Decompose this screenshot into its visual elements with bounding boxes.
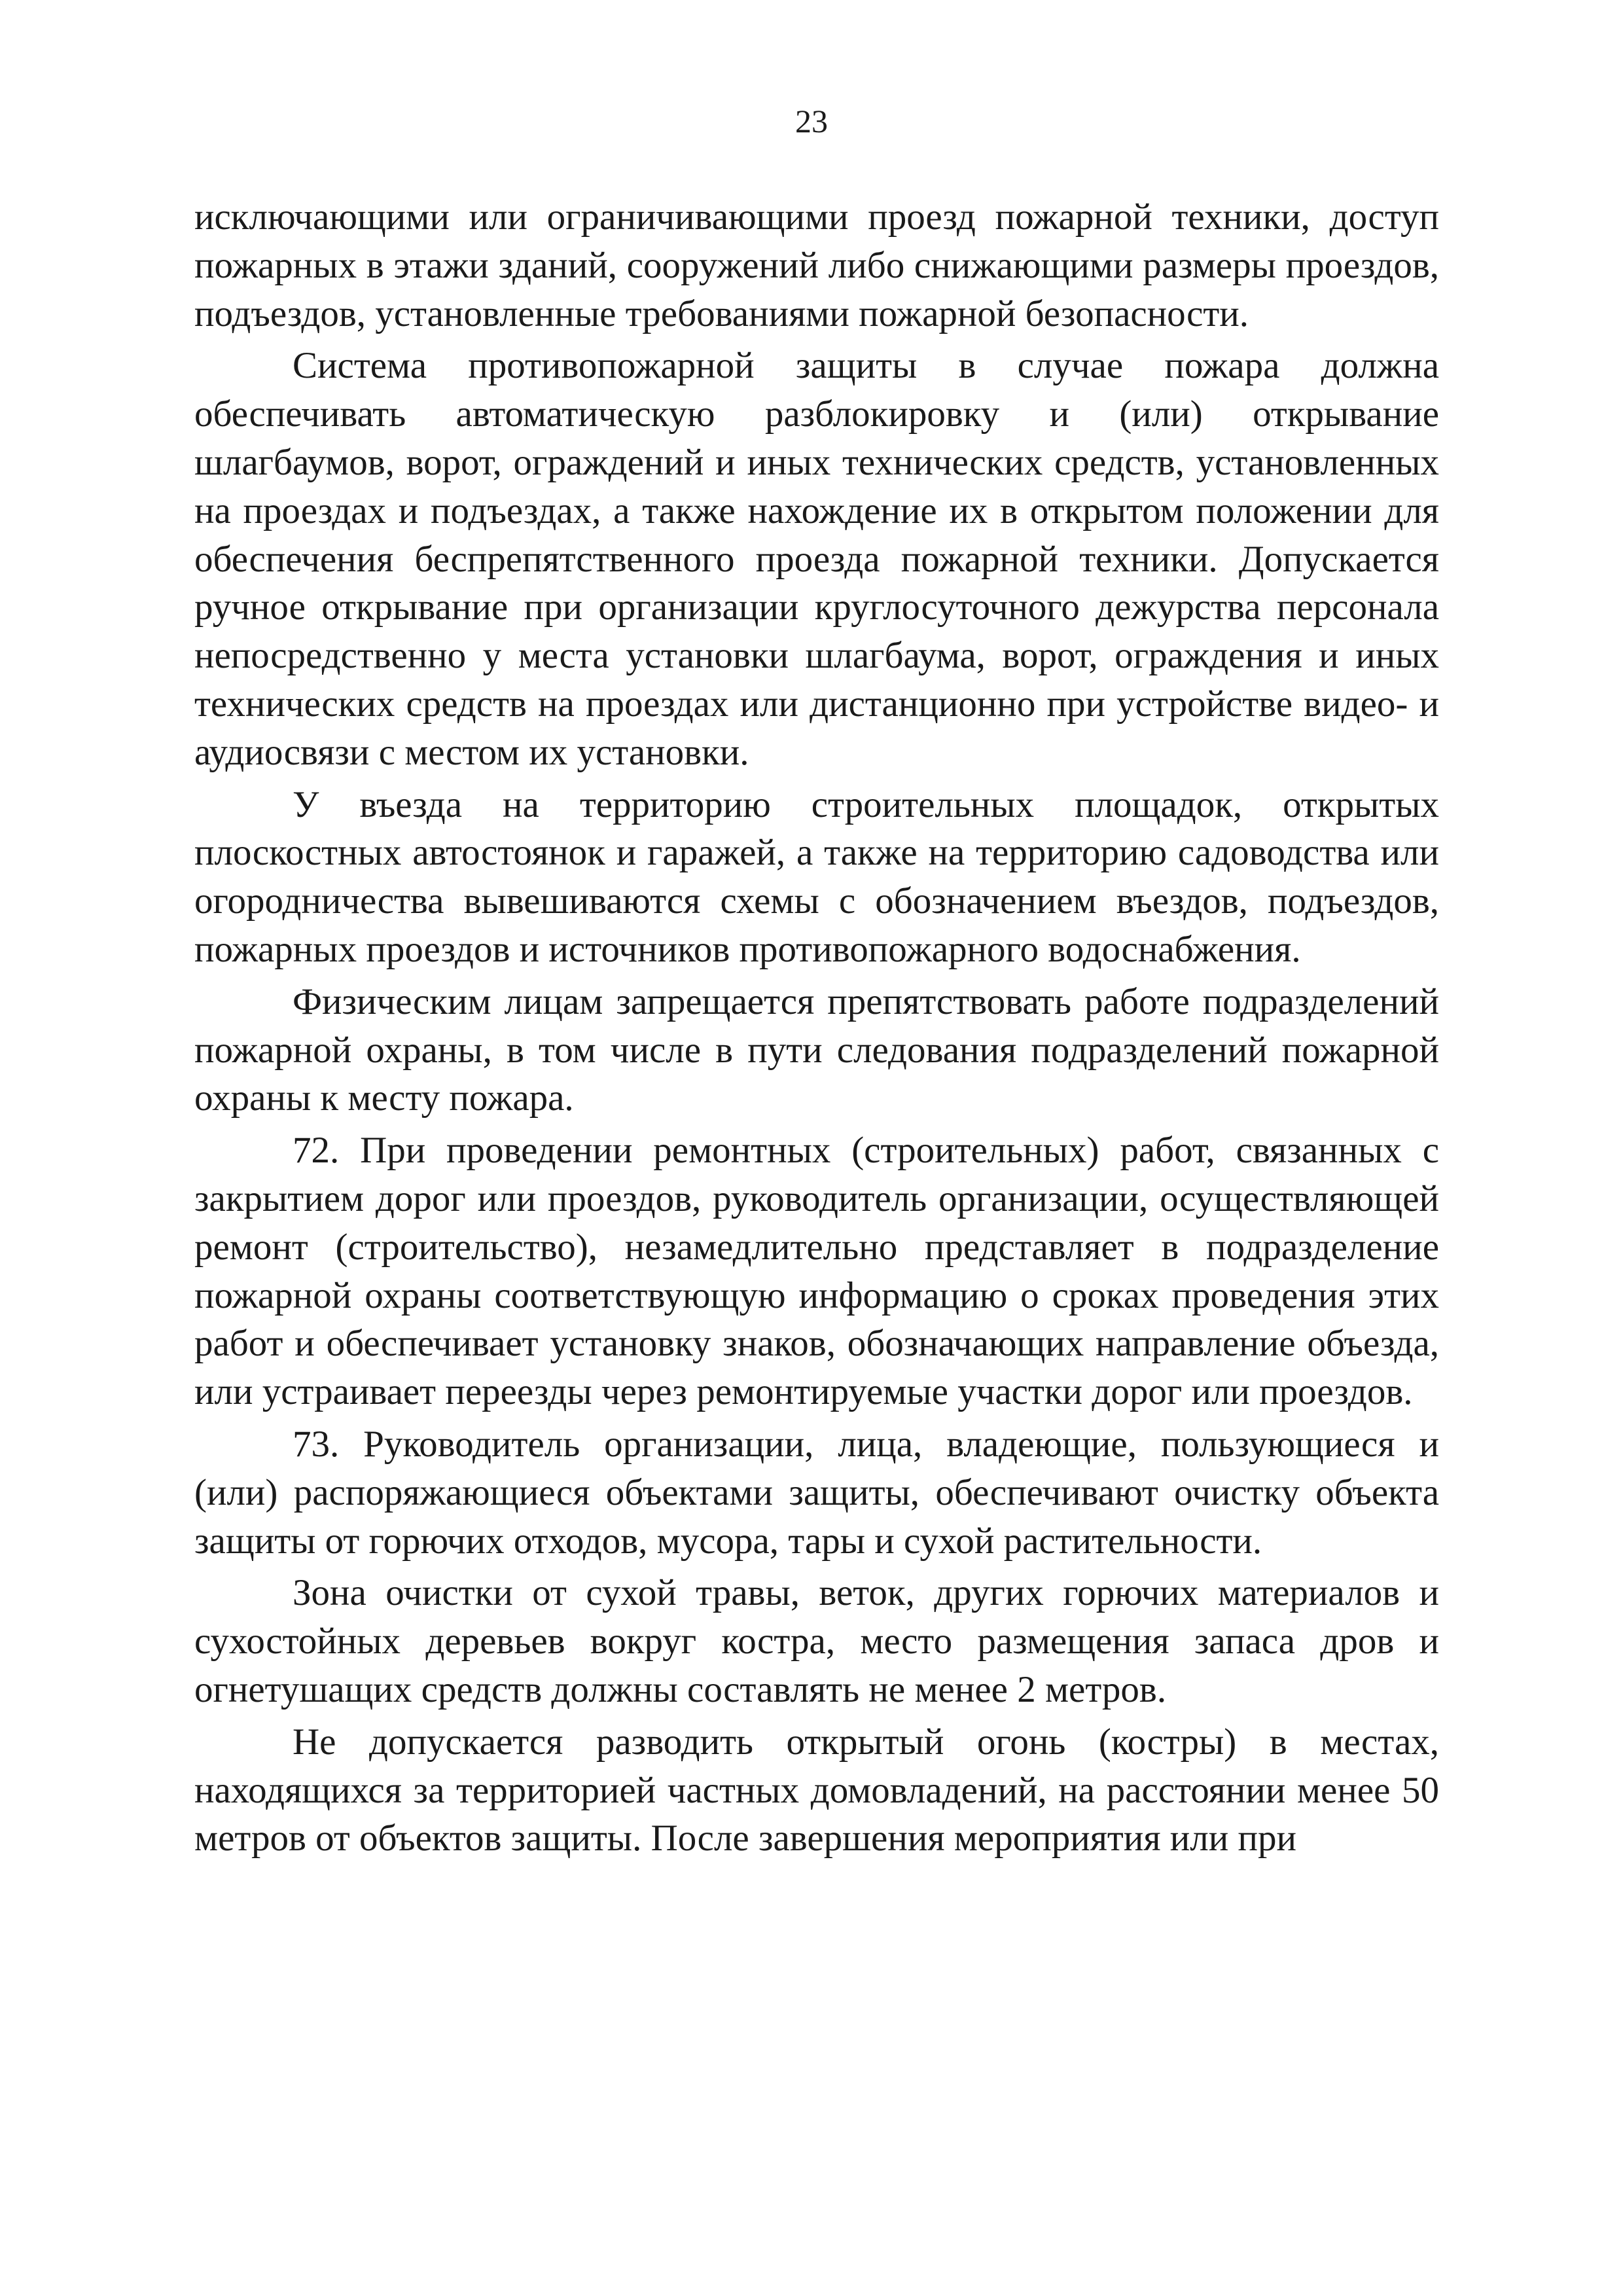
paragraph-item-72: 72. При проведении ремонтных (строительных) работ, связанных с закрытием дорог или проездов, руководитель организации, осуществляющей ремонт (строительство), незамедлительно представляет в подразделение пожарной охраны соответствующую информацию о сроках проведения этих работ и обеспечивает установку знаков, обозначающих направление объезда, или устраивает переезды через ремонтируемые участки дорог или проездов. <box>194 1130 1439 1413</box>
paragraph-continuation: исключающими или ограничивающими проезд пожарной техники, доступ пожарных в этажи зданий, сооружений либо снижающими размеры проездов, подъездов, установленные требованиями пожарной безопасности. <box>194 196 1439 334</box>
paragraph-open-fire: Не допускается разводить открытый огонь (костры) в местах, находящихся за территорией частных домовладений, на расстоянии менее 50 метров от объектов защиты. После завершения мероприятия или при <box>194 1721 1439 1859</box>
page-number: 23 <box>795 103 828 139</box>
paragraph-entry-schemes: У въезда на территорию строительных площадок, открытых плоскостных автостоянок и гаражей, а также на территорию садоводства или огородничества вывешиваются схемы с обозначением въездов, подъездов, пожарных проездов и источников противопожарного водоснабжения. <box>194 783 1439 970</box>
paragraph-individuals-prohibition: Физическим лицам запрещается препятствовать работе подразделений пожарной охраны, в том числе в пути следования подразделений пожарной охраны к месту пожара. <box>194 980 1439 1119</box>
paragraph-item-73: 73. Руководитель организации, лица, владеющие, пользующиеся и (или) распоряжающиеся объектами защиты, обеспечивают очистку объекта защиты от горючих отходов, мусора, тары и сухой растительности. <box>194 1423 1439 1562</box>
paragraph-protection-system: Система противопожарной защиты в случае пожара должна обеспечивать автоматическую разблокировку и (или) открывание шлагбаумов, ворот, ограждений и иных технических средств, установленных на проездах и подъездах, а также нахождение их в открытом положении для обеспечения беспрепятственного проезда пожарной техники. Допускается ручное открывание при организации круглосуточного дежурства персонала непосредственно у места установки шлагбаума, ворот, ограждения и иных технических средств на проездах или дистанционно при устройстве видео- и аудиосвязи с местом их установки. <box>194 345 1439 773</box>
body-text <box>194 193 1439 1863</box>
paragraph-cleaning-zone: Зона очистки от сухой травы, веток, других горючих материалов и сухостойных деревьев вокруг костра, место размещения запаса дров и огнетушащих средств должны составлять не менее 2 метров. <box>194 1572 1439 1710</box>
